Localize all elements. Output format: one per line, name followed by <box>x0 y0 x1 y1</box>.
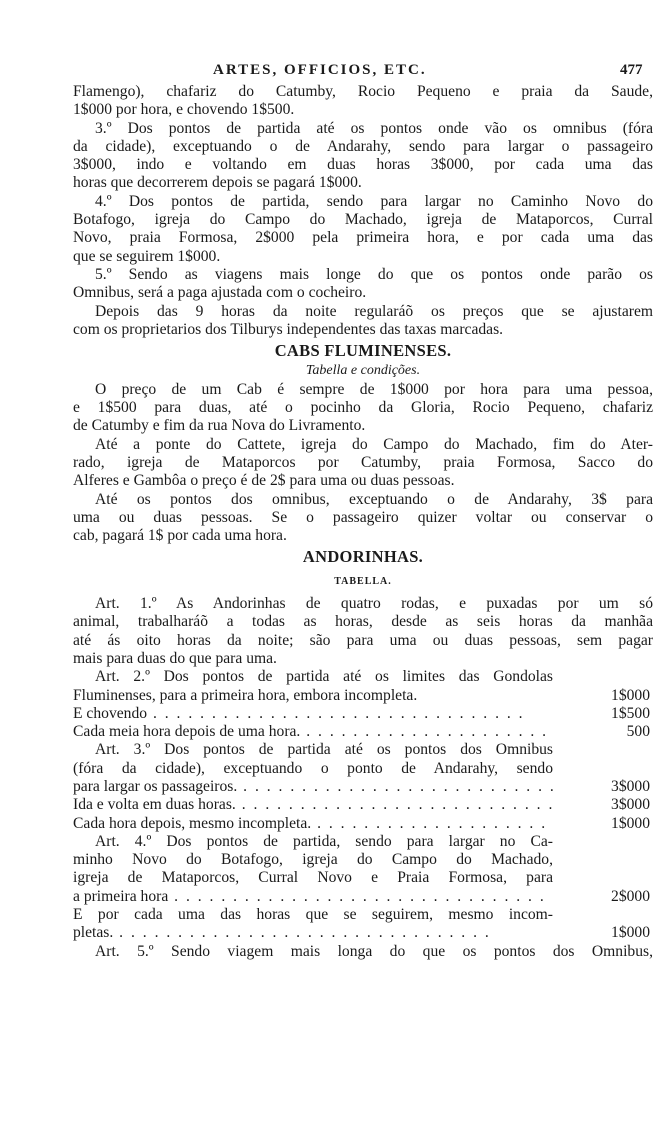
price-row <box>73 778 653 796</box>
text-line: Flamengo), chafariz do Catumby, Rocio Pequeno e praia da Saude, <box>73 83 653 100</box>
text-line: E por cada uma das horas que se seguirem, mesmo incom- <box>73 906 553 924</box>
price-value: 500 <box>626 723 650 741</box>
text-line: animal, trabalharáõ a todas as horas, desde as seis horas da manhãa <box>73 613 653 631</box>
text-line: 3$000, indo e voltando em duas horas 3$000, por cada uma das <box>73 156 653 174</box>
text-line: horas que decorrerem depois se pagará 1$000. <box>73 174 362 192</box>
article-2 <box>73 668 653 741</box>
price-row <box>73 815 653 833</box>
text-line: Depois das 9 horas da noite regularáõ os preços que se ajustarem <box>95 302 653 320</box>
paragraph-tilburys-3 <box>73 120 653 193</box>
price-row <box>73 723 653 741</box>
price-label: a primeira hora . . <box>73 888 553 906</box>
text-line: Art. 2.º Dos pontos de partida até os limites das Gondolas <box>95 668 553 686</box>
text-line: Art. 1.º As Andorinhas de quatro rodas, e puxadas por um só <box>95 595 653 613</box>
text-line: Alferes e Gambôa o preço é de 2$ para uma ou duas pessoas. <box>73 472 455 490</box>
section-subtitle-cabs: Tabella e condições. <box>305 363 421 379</box>
price-value: 1$000 <box>611 814 650 832</box>
price-label: Cada hora depois, mesmo incompleta. . . <box>73 815 553 833</box>
price-value: 3$000 <box>611 796 650 814</box>
page-header <box>0 62 672 82</box>
price-label: E chovendo . . <box>73 705 553 723</box>
price-row <box>73 687 653 705</box>
article-1 <box>73 595 653 668</box>
page-number: 477 <box>620 62 643 78</box>
price-row <box>73 796 653 814</box>
text-line: Art. 5.º Sendo viagem mais longa do que os pontos dos Omnibus, <box>95 942 653 960</box>
text-line: cab, pagará 1$ por cada uma hora. <box>73 527 287 545</box>
price-label: Cada meia hora depois de uma hora. . . <box>73 723 553 741</box>
price-label: Ida e volta em duas horas. . . <box>73 796 553 814</box>
text-line: Omnibus, será a paga ajustada com o cocheiro. <box>73 284 367 302</box>
text-line: minho Novo do Botafogo, igreja do Campo do Machado, <box>73 851 553 869</box>
section-title-cabs: CABS FLUMINENSES. <box>274 341 452 361</box>
paragraph-tilburys-cont <box>73 83 653 120</box>
price-value: 2$000 <box>611 887 650 905</box>
text-line: Até os pontos dos omnibus, exceptuando o de Andarahy, 3$ para <box>95 490 653 508</box>
text-line: Art. 3.º Dos pontos de partida até os pontos dos Omnibus <box>95 741 553 759</box>
paragraph-tilburys-night <box>73 303 653 340</box>
paragraph-tilburys-5 <box>73 266 653 303</box>
text-line: Art. 4.º Dos pontos de partida, sendo para largar no Ca- <box>95 832 553 850</box>
text-line: 5.º Sendo as viagens mais longe do que os pontos onde parão os <box>95 265 653 283</box>
paragraph-cabs-1 <box>73 381 653 436</box>
text-line: de Catumby e fim da rua Nova do Livramento. <box>73 417 366 435</box>
text-line: rado, igreja de Mataporcos por Catumby, praia Formosa, Sacco do <box>73 453 653 471</box>
article-3 <box>73 741 653 832</box>
text-line: O preço de um Cab é sempre de 1$000 por hora para uma pessoa, <box>95 380 653 398</box>
text-line: Novo, praia Formosa, 2$000 pela primeira hora, e por cada uma das <box>73 229 653 247</box>
text-line: da cidade), exceptuando o de Andarahy, sendo para largar o passageiro <box>73 137 653 155</box>
text-line: (fóra da cidade), exceptuando o ponto de Andarahy, sendo <box>73 759 553 777</box>
text-line: 4.º Dos pontos de partida, sendo para largar no Caminho Novo do <box>95 192 653 210</box>
paragraph-tilburys-4 <box>73 193 653 266</box>
text-line: uma ou duas pessoas. Se o passageiro quizer voltar ou conservar o <box>73 508 653 526</box>
price-label: para largar os passageiros. . . <box>73 778 553 796</box>
price-row <box>73 924 653 942</box>
price-label: pletas. . . <box>73 924 553 942</box>
price-row <box>73 705 653 723</box>
price-value: 3$000 <box>611 777 650 795</box>
section-title-andorinhas: ANDORINHAS. <box>302 547 424 567</box>
price-value: 1$500 <box>611 704 650 722</box>
text-line: 3.º Dos pontos de partida até os pontos onde vão os omnibus (fóra <box>95 119 653 137</box>
text-line: que se seguirem 1$000. <box>73 247 221 265</box>
text-line: mais para duas do que para uma. <box>73 649 277 667</box>
text-line: Até a ponte do Cattete, igreja do Campo do Machado, fim do Ater- <box>95 435 653 453</box>
text-line: com os proprietarios dos Tilburys independentes das taxas marcadas. <box>73 320 504 338</box>
body-text <box>73 83 653 961</box>
text-line: 1$000 por hora, e chovendo 1$500. <box>73 101 295 119</box>
text-line: até ás oito horas da noite; são para uma ou duas pessoas, sem pagar <box>73 631 653 649</box>
text-line: igreja de Mataporcos, Curral Novo e Praia Formosa, para <box>73 869 553 887</box>
paragraph-cabs-2 <box>73 436 653 491</box>
running-title: ARTES, OFFICIOS, ETC. <box>213 62 427 78</box>
text-line: e 1$500 para duas, até o pocinho da Gloria, Rocio Pequeno, chafariz <box>73 399 653 417</box>
price-row <box>73 888 653 906</box>
section-subtitle-andorinhas: TABELLA. <box>334 575 392 587</box>
price-value: 1$000 <box>611 686 650 704</box>
paragraph-cabs-3 <box>73 491 653 546</box>
article-4 <box>73 833 653 943</box>
text-line: Botafogo, igreja do Campo do Machado, igreja de Mataporcos, Curral <box>73 211 653 229</box>
price-label: Fluminenses, para a primeira hora, embora incompleta. <box>73 686 418 704</box>
price-value: 1$000 <box>611 924 650 942</box>
article-5 <box>73 943 653 961</box>
